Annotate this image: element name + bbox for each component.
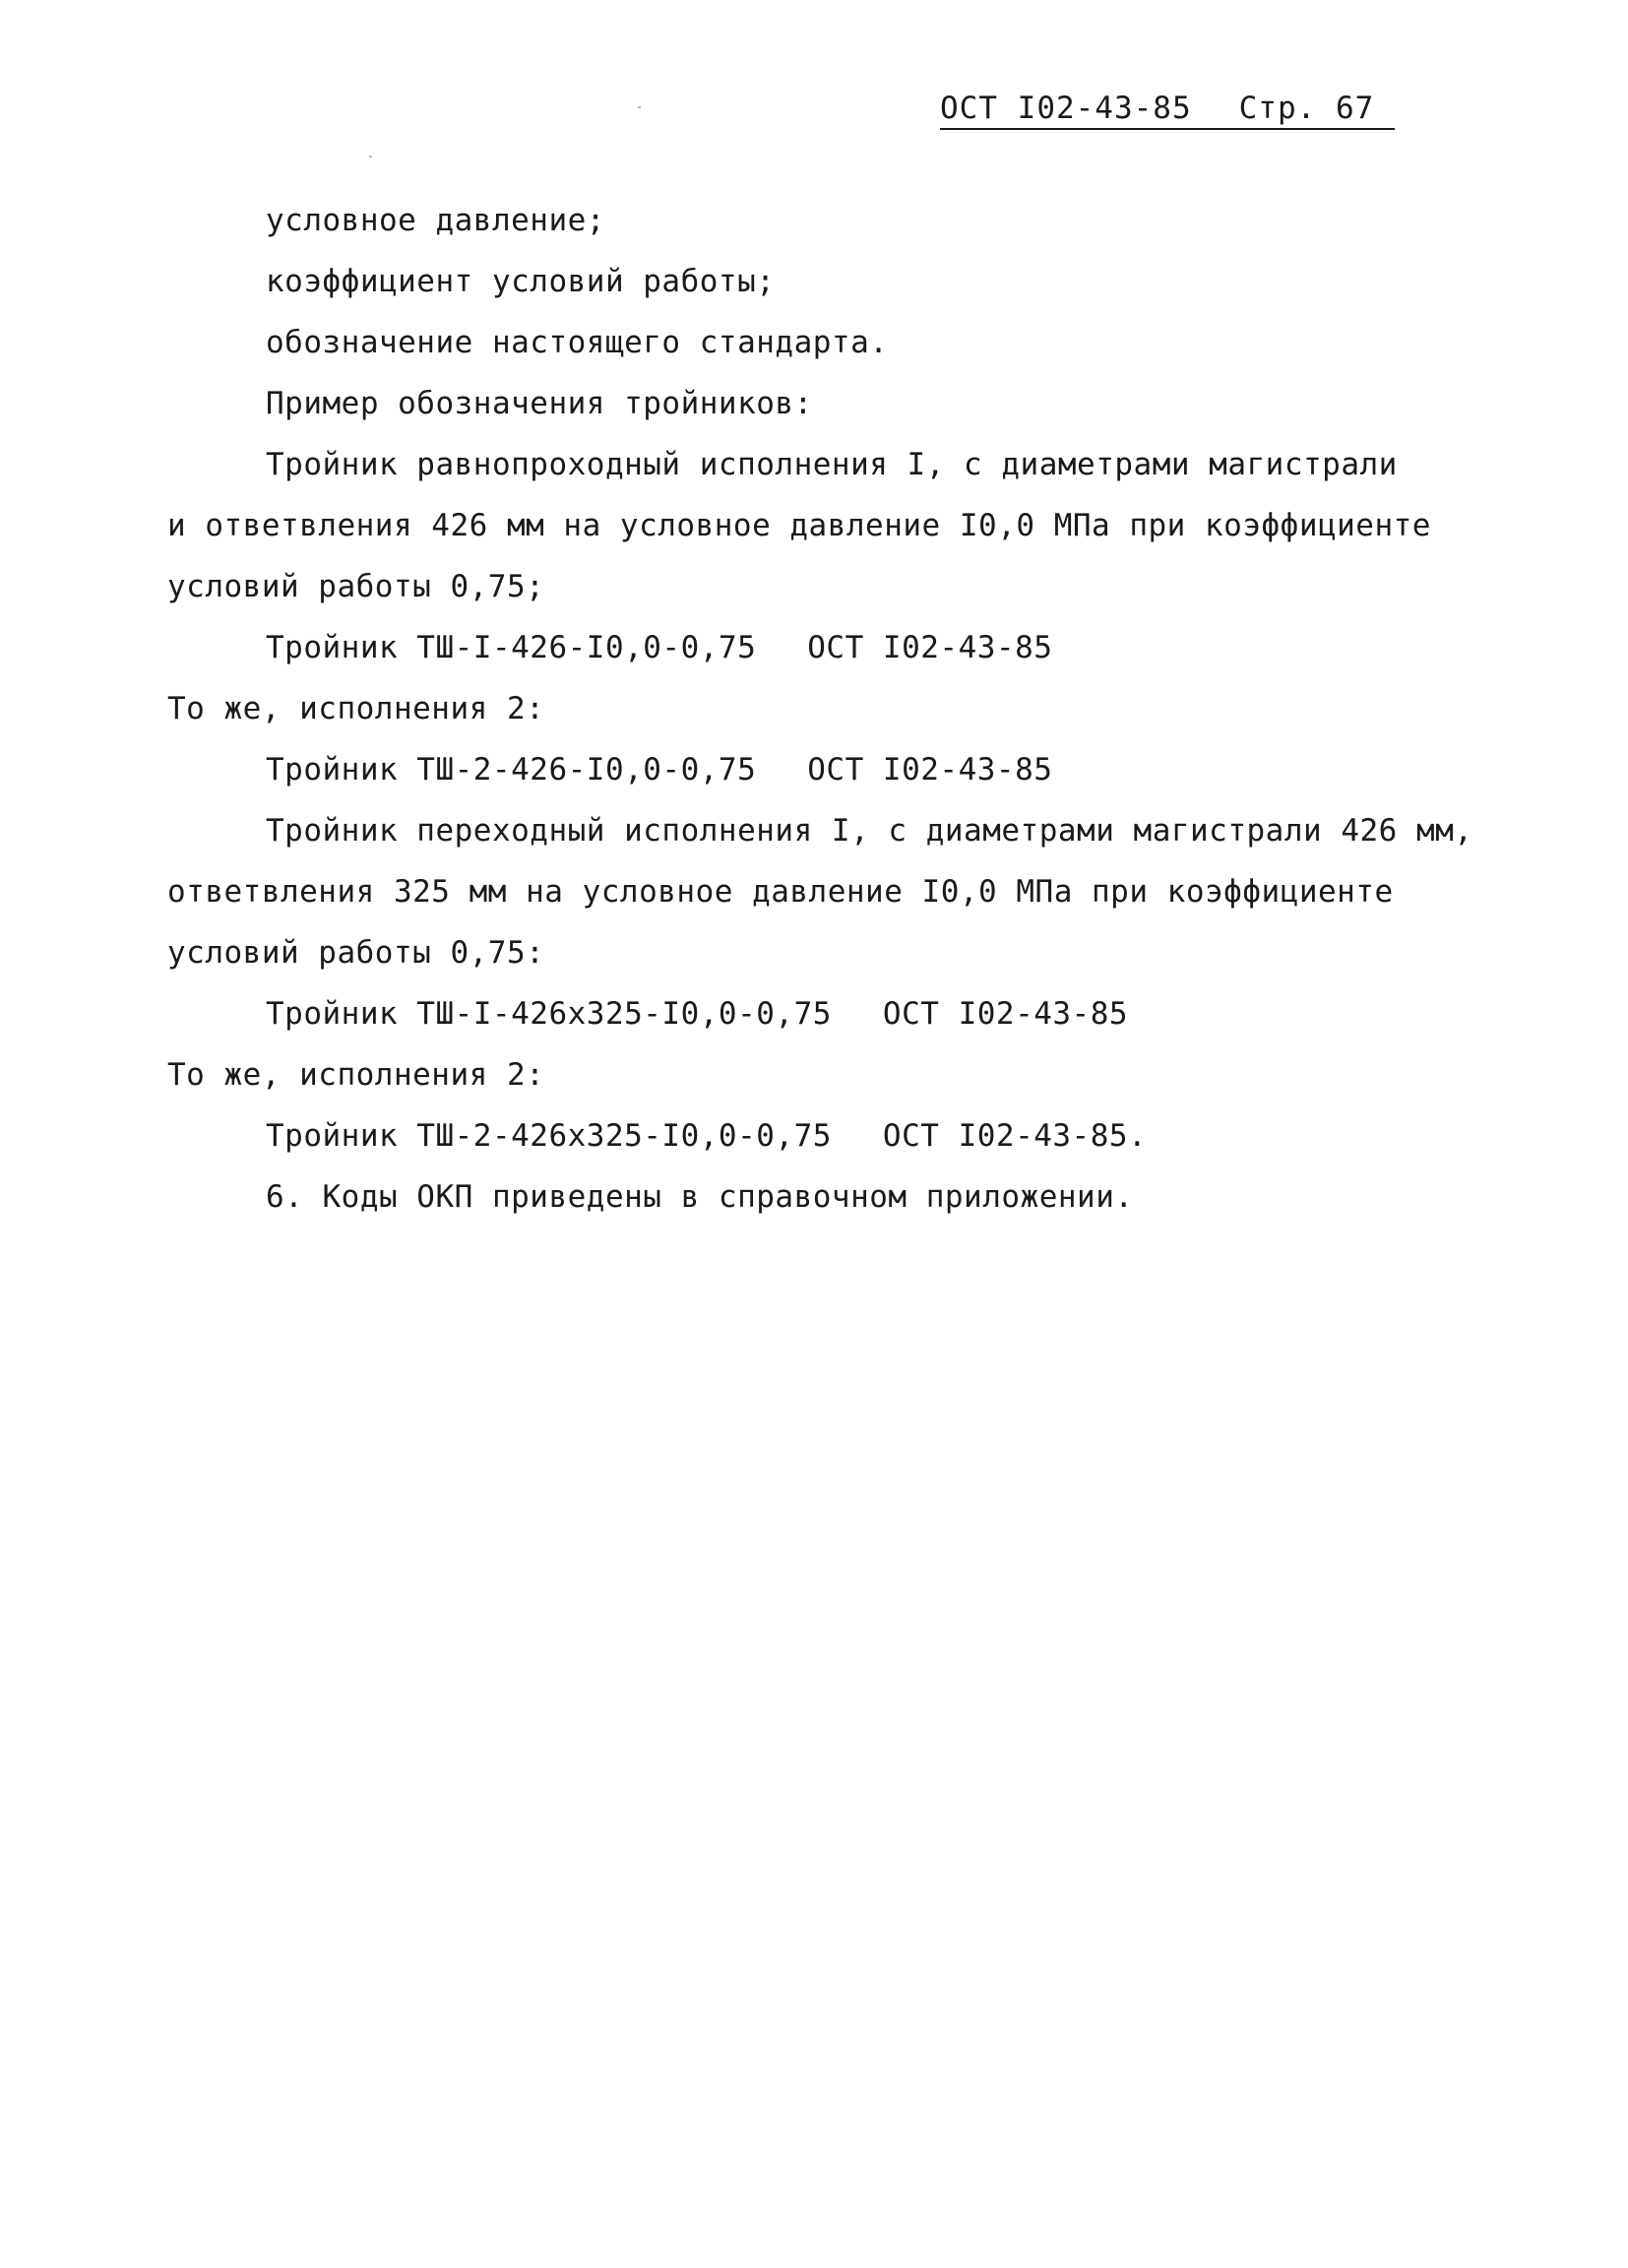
designation-code: Тройник ТШ-2-426х325-I0,0-0,75	[266, 1118, 832, 1154]
scan-speck	[638, 106, 641, 108]
equal-tee-description-line-2: и ответвления 426 мм на условное давление I0,0 МПа при коэффициенте	[167, 508, 1431, 543]
reducing-tee-description-line-2: ответвления 325 мм на условное давление I0,0 МПа при коэффициенте	[167, 874, 1394, 910]
reducing-tee-designation-v2	[266, 1118, 1147, 1154]
example-title: Пример обозначения тройников:	[266, 386, 813, 421]
reducing-tee-description-line-3: условий работы 0,75:	[167, 935, 545, 971]
designation-standard: ОСТ I02-43-85	[807, 630, 1053, 665]
list-item-coefficient: коэффициент условий работы;	[266, 264, 776, 299]
equal-tee-description-line-1: Тройник равнопроходный исполнения I, с диаметрами магистрали	[266, 447, 1398, 482]
page-number: Стр. 67	[1238, 91, 1375, 126]
designation-standard: ОСТ I02-43-85	[882, 996, 1129, 1032]
designation-standard: ОСТ I02-43-85.	[882, 1118, 1148, 1154]
reducing-tee-designation-v1	[266, 996, 1128, 1032]
designation-code: Тройник ТШ-I-426-I0,0-0,75	[266, 630, 757, 665]
equal-tee-description-line-3: условий работы 0,75;	[167, 569, 545, 604]
scan-speck	[369, 156, 372, 158]
designation-code: Тройник ТШ-I-426х325-I0,0-0,75	[266, 996, 832, 1032]
same-version-2-label: То же, исполнения 2:	[167, 1057, 545, 1093]
equal-tee-designation-v2	[266, 752, 1052, 788]
designation-standard: ОСТ I02-43-85	[807, 752, 1053, 788]
designation-code: Тройник ТШ-2-426-I0,0-0,75	[266, 752, 757, 788]
reducing-tee-description-line-1: Тройник переходный исполнения I, с диаметрами магистрали 426 мм,	[266, 813, 1473, 849]
list-item-pressure: условное давление;	[266, 203, 605, 238]
standard-number: ОСТ I02-43-85	[940, 91, 1192, 126]
list-item-standard: обозначение настоящего стандарта.	[266, 325, 889, 360]
okp-codes-note: 6. Коды ОКП приведены в справочном приложении.	[266, 1179, 1134, 1215]
equal-tee-designation-v1	[266, 630, 1052, 665]
page-header	[940, 91, 1395, 130]
same-version-2-label: То же, исполнения 2:	[167, 691, 545, 726]
